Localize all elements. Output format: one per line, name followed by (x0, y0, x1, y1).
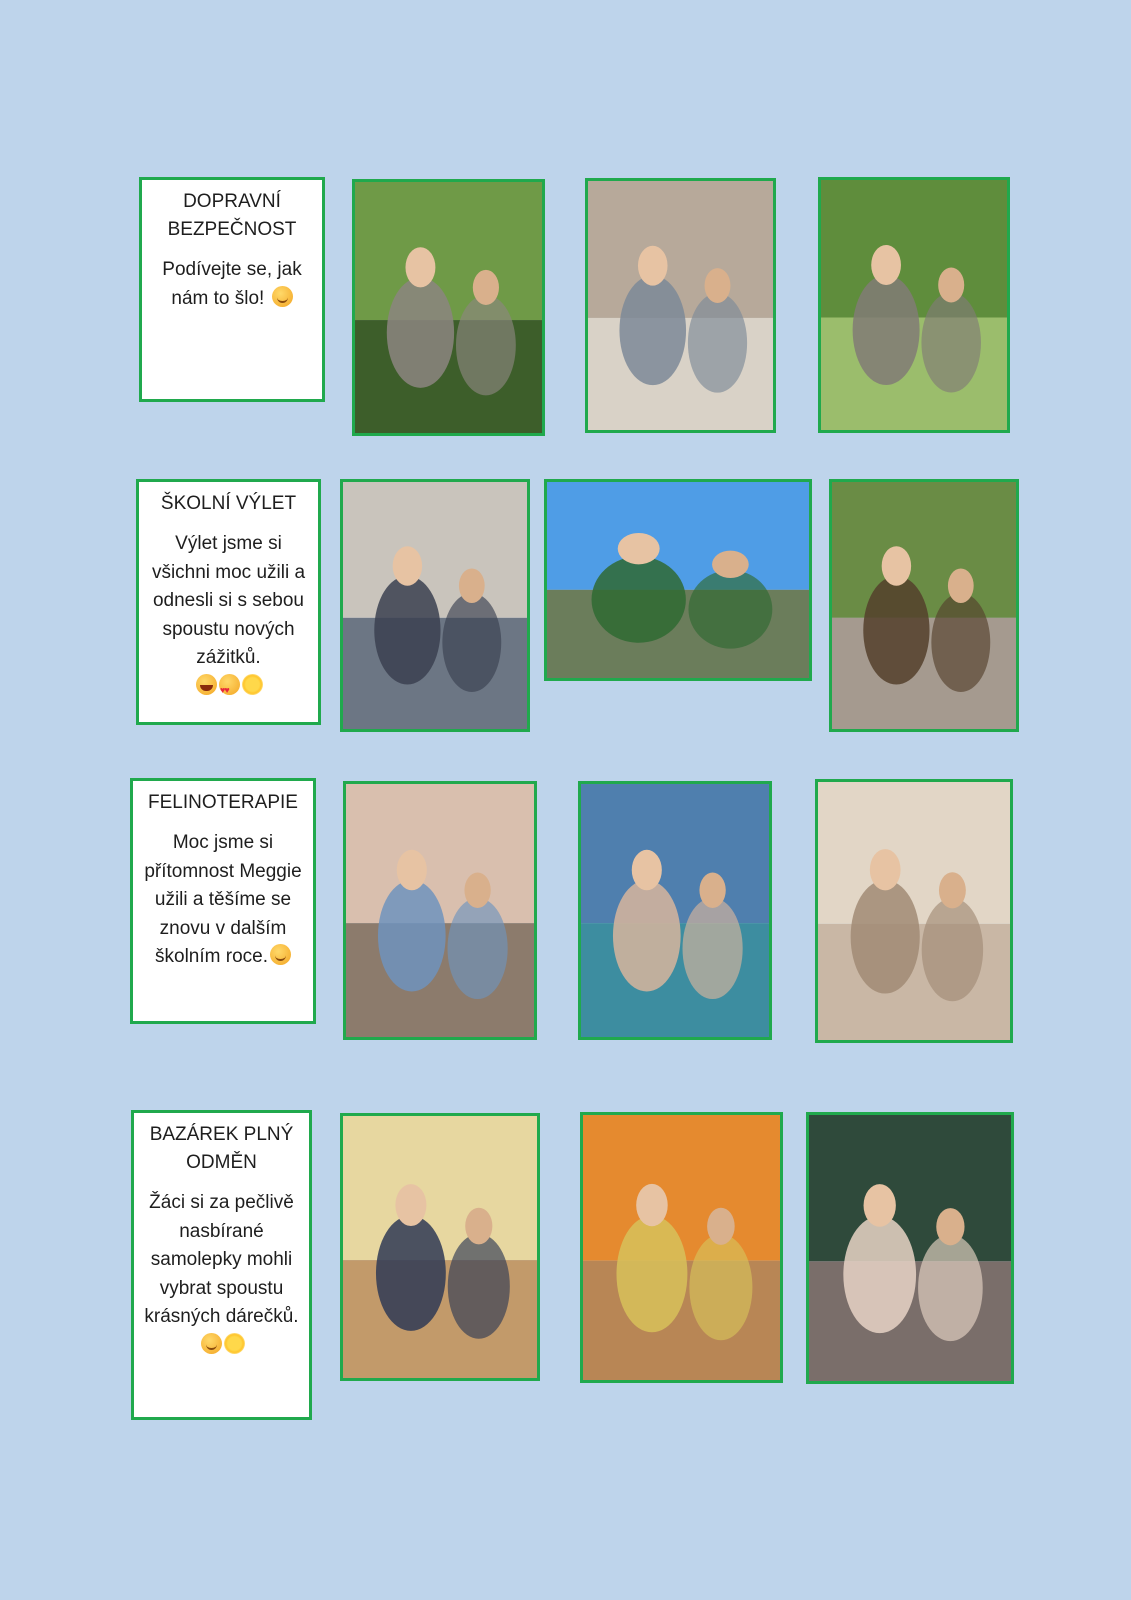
section-title: BAZÁREK PLNÝ ODMĚN (149, 1124, 294, 1173)
photo-girl-with-cat-image (346, 784, 534, 1037)
photo-boy-with-cat (578, 781, 772, 1040)
photo-traffic-outdoor-group (352, 179, 545, 436)
photo-gazebo-rest-image (832, 482, 1016, 729)
photo-child-holding-cat (815, 779, 1013, 1043)
section-text (144, 1189, 299, 1360)
photo-bus-ride-image (343, 482, 527, 729)
section-card-traffic-safety (139, 177, 325, 402)
section-text-body: Moc jsme si přítomnost Meggie užili a těšíme se znovu v dalším školním roce. (144, 832, 302, 967)
photo-lakeside-picnic-image (547, 482, 809, 678)
smiling-face-icon (201, 1333, 222, 1354)
photo-child-holding-cat-image (818, 782, 1010, 1040)
section-title: FELINOTERAPIE (148, 792, 298, 813)
photo-bazaar-board (806, 1112, 1014, 1384)
section-title: DOPRAVNÍ BEZPEČNOST (167, 191, 297, 240)
photo-student-at-table-image (343, 1116, 537, 1378)
photo-traffic-outdoor-group-image (355, 182, 542, 433)
photo-boy-with-puzzle-image (588, 181, 773, 430)
photo-student-at-table (340, 1113, 540, 1381)
photo-gazebo-rest (829, 479, 1019, 732)
photo-boy-with-gift-image (583, 1115, 780, 1380)
photo-boy-with-cat-image (581, 784, 769, 1037)
sun-icon (224, 1333, 245, 1354)
section-card-felinotherapy (130, 778, 316, 1024)
photo-lakeside-picnic (544, 479, 812, 681)
photo-girl-with-cat (343, 781, 537, 1040)
photo-boy-with-puzzle (585, 178, 776, 433)
section-text-body: Žáci si za pečlivě nasbírané samolepky mohli vybrat spoustu krásných dárečků. (144, 1192, 299, 1327)
section-card-reward-bazaar (131, 1110, 312, 1420)
photo-boy-in-vest (818, 177, 1010, 433)
photo-bus-ride (340, 479, 530, 732)
section-title: ŠKOLNÍ VÝLET (160, 493, 297, 514)
section-text (143, 829, 303, 972)
sun-icon (242, 674, 263, 695)
section-text (152, 256, 312, 313)
photo-boy-with-gift (580, 1112, 783, 1383)
section-text-body: Podívejte se, jak nám to šlo! (162, 259, 302, 309)
smiling-face-icon (272, 286, 293, 307)
section-text (149, 530, 308, 701)
photo-bazaar-board-image (809, 1115, 1011, 1381)
heart-eyes-face-icon (219, 674, 240, 695)
laughing-face-icon (196, 674, 217, 695)
section-card-school-trip (136, 479, 321, 725)
photo-boy-in-vest-image (821, 180, 1007, 430)
section-text-body: Výlet jsme si všichni moc užili a odnesli si s sebou spoustu nových zážitků. (151, 533, 306, 668)
smiling-face-icon (270, 944, 291, 965)
